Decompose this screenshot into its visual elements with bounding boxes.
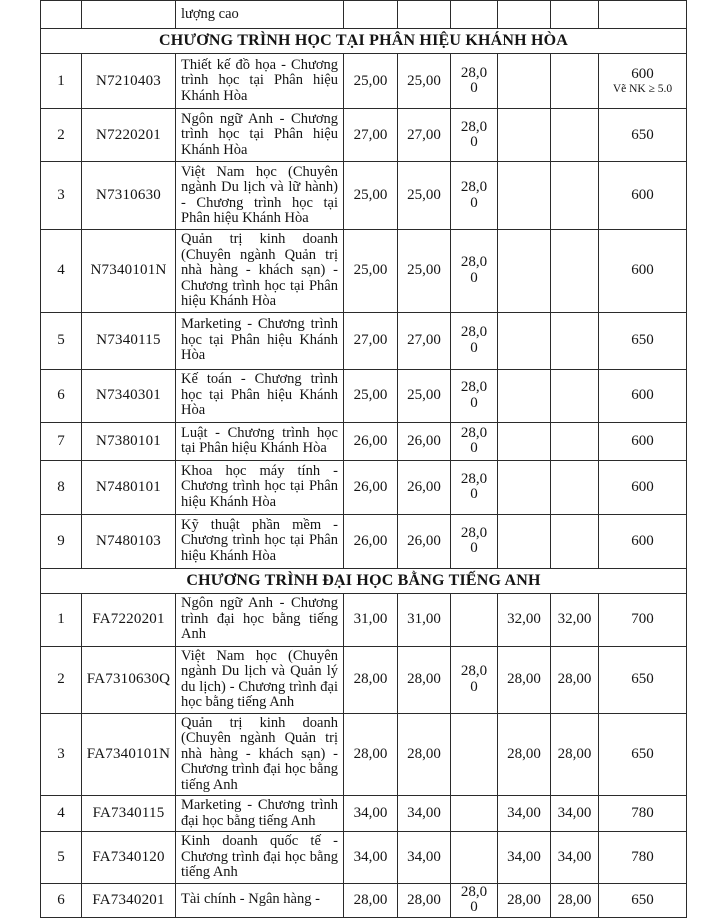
table-row	[41, 54, 687, 109]
ten-nganh-cell: Việt Nam học (Chuyên ngành Du lịch và lữ hành) - Chương trình học tại Phân hiệu Khánh Hòa	[176, 162, 344, 230]
ma-nganh-cell: N7340101N	[82, 230, 176, 313]
table-row	[41, 832, 687, 884]
score-cell: 25,00	[398, 162, 451, 230]
admissions-table	[40, 0, 687, 918]
score-cell: 32,00	[551, 593, 599, 646]
table-row	[41, 593, 687, 646]
table-row	[41, 109, 687, 162]
score-cell	[451, 109, 498, 162]
fee-cell: 780	[599, 832, 687, 884]
score-cell	[498, 109, 551, 162]
score-cell	[498, 54, 551, 109]
fee-cell: 650	[599, 646, 687, 713]
score-cell	[498, 230, 551, 313]
score-cell: 28,00	[551, 883, 599, 917]
score-value: 28,00	[460, 254, 488, 286]
score-cell: 25,00	[344, 54, 398, 109]
ten-nganh-cell: Kỹ thuật phần mềm - Chương trình học tại Phân hiệu Khánh Hòa	[176, 514, 344, 568]
stt-cell: 2	[41, 109, 82, 162]
score-cell	[451, 796, 498, 832]
score-cell: 28,00	[551, 713, 599, 796]
stt-cell: 4	[41, 230, 82, 313]
stt-cell: 4	[41, 796, 82, 832]
score-value: 28,00	[460, 379, 488, 411]
score-cell: 28,00	[498, 713, 551, 796]
score-cell	[551, 369, 599, 422]
score-value: 28,00	[460, 64, 488, 96]
score-value: 28,00	[460, 424, 488, 456]
fee-cell: 650	[599, 713, 687, 796]
ten-nganh-cell: Ngôn ngữ Anh - Chương trình đại học bằng tiếng Anh	[176, 593, 344, 646]
ten-nganh-cell: lượng cao	[176, 1, 344, 29]
score-cell: 28,00	[398, 713, 451, 796]
score-cell	[551, 460, 599, 514]
score-cell: 27,00	[398, 109, 451, 162]
ten-nganh-cell: Marketing - Chương trình học tại Phân hiệu Khánh Hòa	[176, 312, 344, 369]
ma-nganh-cell: FA7340120	[82, 832, 176, 884]
section-header-row	[41, 568, 687, 593]
score-cell	[451, 713, 498, 796]
score-cell: 28,00	[398, 883, 451, 917]
score-value: 28,00	[460, 324, 488, 356]
ten-nganh-cell: Quản trị kinh doanh (Chuyên ngành Quản trị nhà hàng - khách sạn) - Chương trình đại học bằng tiếng Anh	[176, 713, 344, 796]
score-cell: 25,00	[398, 369, 451, 422]
table-row-partial	[41, 1, 687, 29]
stt-cell: 7	[41, 422, 82, 460]
table-row	[41, 422, 687, 460]
score-cell: 27,00	[344, 109, 398, 162]
stt-cell: 5	[41, 312, 82, 369]
fee-value: 600	[631, 66, 654, 82]
score-cell: 31,00	[344, 593, 398, 646]
table-row	[41, 514, 687, 568]
score-cell: 34,00	[551, 796, 599, 832]
score-cell: 28,00	[498, 646, 551, 713]
ma-nganh-cell: N7340301	[82, 369, 176, 422]
score-cell: 28,00	[398, 646, 451, 713]
stt-cell: 3	[41, 162, 82, 230]
fee-cell: 650	[599, 883, 687, 917]
score-cell: 26,00	[344, 460, 398, 514]
section-header-row	[41, 29, 687, 54]
score-cell: 34,00	[344, 832, 398, 884]
score-cell: 26,00	[398, 422, 451, 460]
table-row	[41, 460, 687, 514]
score-cell: 26,00	[344, 514, 398, 568]
ma-nganh-cell: N7480103	[82, 514, 176, 568]
stt-cell: 2	[41, 646, 82, 713]
score-cell	[551, 1, 599, 29]
score-cell: 25,00	[344, 162, 398, 230]
ma-nganh-cell: N7220201	[82, 109, 176, 162]
score-cell	[551, 109, 599, 162]
score-cell: 26,00	[344, 422, 398, 460]
score-cell	[451, 883, 498, 917]
fee-cell: 700	[599, 593, 687, 646]
score-cell	[451, 646, 498, 713]
score-cell	[498, 1, 551, 29]
fee-cell: 600	[599, 162, 687, 230]
section-header: CHƯƠNG TRÌNH HỌC TẠI PHÂN HIỆU KHÁNH HÒA	[41, 29, 687, 54]
ma-nganh-cell: N7310630	[82, 162, 176, 230]
fee-cell: 600	[599, 460, 687, 514]
score-cell	[451, 514, 498, 568]
stt-cell: 8	[41, 460, 82, 514]
ma-nganh-cell: N7340115	[82, 312, 176, 369]
stt-cell: 6	[41, 369, 82, 422]
section-header: CHƯƠNG TRÌNH ĐẠI HỌC BẰNG TIẾNG ANH	[41, 568, 687, 593]
score-cell	[498, 312, 551, 369]
fee-cell: 650	[599, 109, 687, 162]
score-cell: 34,00	[551, 832, 599, 884]
score-cell	[551, 514, 599, 568]
score-cell: 28,00	[344, 883, 398, 917]
table-row	[41, 162, 687, 230]
fee-cell: 650	[599, 312, 687, 369]
score-value: 28,00	[460, 179, 488, 211]
stt-cell: 9	[41, 514, 82, 568]
score-cell: 31,00	[398, 593, 451, 646]
fee-cell	[599, 1, 687, 29]
score-cell: 34,00	[498, 832, 551, 884]
score-cell: 34,00	[398, 832, 451, 884]
ten-nganh-cell: Việt Nam học (Chuyên ngành Du lịch và Quản lý du lịch) - Chương trình đại học bằng tiếng Anh	[176, 646, 344, 713]
table-row	[41, 646, 687, 713]
ten-nganh-cell: Tài chính - Ngân hàng -	[176, 883, 344, 917]
ten-nganh-cell: Quản trị kinh doanh (Chuyên ngành Quản trị nhà hàng - khách sạn) - Chương trình học tại Phân hiệu Khánh Hòa	[176, 230, 344, 313]
ma-nganh-cell: N7480101	[82, 460, 176, 514]
ten-nganh-cell: Kế toán - Chương trình học tại Phân hiệu Khánh Hòa	[176, 369, 344, 422]
score-cell	[451, 832, 498, 884]
score-cell: 34,00	[344, 796, 398, 832]
ma-nganh-cell: FA7340201	[82, 883, 176, 917]
score-cell: 25,00	[398, 54, 451, 109]
ten-nganh-cell: Thiết kế đồ họa - Chương trình học tại Phân hiệu Khánh Hòa	[176, 54, 344, 109]
score-value: 28,00	[460, 118, 488, 150]
score-cell: 28,00	[344, 713, 398, 796]
score-cell: 25,00	[398, 230, 451, 313]
ten-nganh-cell: Marketing - Chương trình đại học bằng tiếng Anh	[176, 796, 344, 832]
fee-cell: 780	[599, 796, 687, 832]
score-cell: 27,00	[398, 312, 451, 369]
score-cell	[498, 162, 551, 230]
table-row	[41, 796, 687, 832]
score-cell	[451, 369, 498, 422]
score-value: 28,00	[460, 524, 488, 556]
fee-cell: 600	[599, 230, 687, 313]
score-value: 28,00	[460, 663, 488, 695]
table-row	[41, 369, 687, 422]
score-cell	[344, 1, 398, 29]
score-cell: 25,00	[344, 369, 398, 422]
ma-nganh-cell: FA7340115	[82, 796, 176, 832]
table-row	[41, 883, 687, 917]
score-cell	[551, 230, 599, 313]
ma-nganh-cell: N7380101	[82, 422, 176, 460]
score-cell	[551, 162, 599, 230]
score-cell	[498, 460, 551, 514]
stt-cell	[41, 1, 82, 29]
score-cell: 26,00	[398, 514, 451, 568]
score-cell	[551, 422, 599, 460]
score-cell: 28,00	[498, 883, 551, 917]
score-cell	[451, 460, 498, 514]
score-cell	[551, 312, 599, 369]
score-cell	[551, 54, 599, 109]
ten-nganh-cell: Khoa học máy tính - Chương trình học tại Phân hiệu Khánh Hòa	[176, 460, 344, 514]
score-cell: 27,00	[344, 312, 398, 369]
score-cell: 32,00	[498, 593, 551, 646]
stt-cell: 3	[41, 713, 82, 796]
score-cell	[451, 312, 498, 369]
score-cell: 25,00	[344, 230, 398, 313]
score-cell	[451, 593, 498, 646]
stt-cell: 1	[41, 54, 82, 109]
score-cell	[451, 54, 498, 109]
ten-nganh-cell: Ngôn ngữ Anh - Chương trình học tại Phân hiệu Khánh Hòa	[176, 109, 344, 162]
stt-cell: 5	[41, 832, 82, 884]
score-value: 28,00	[460, 470, 488, 502]
score-cell	[451, 422, 498, 460]
table-row	[41, 312, 687, 369]
score-cell	[451, 162, 498, 230]
score-cell	[498, 514, 551, 568]
score-cell: 28,00	[551, 646, 599, 713]
ma-nganh-cell: FA7340101N	[82, 713, 176, 796]
fee-cell: 600	[599, 422, 687, 460]
score-cell: 34,00	[498, 796, 551, 832]
stt-cell: 1	[41, 593, 82, 646]
table-row	[41, 713, 687, 796]
stt-cell: 6	[41, 883, 82, 917]
score-cell: 28,00	[344, 646, 398, 713]
score-cell	[451, 1, 498, 29]
score-cell: 26,00	[398, 460, 451, 514]
score-cell	[451, 230, 498, 313]
fee-cell: 600	[599, 514, 687, 568]
score-cell	[398, 1, 451, 29]
ma-nganh-cell: N7210403	[82, 54, 176, 109]
fee-note: Vẽ NK ≥ 5.0	[612, 83, 673, 95]
fee-cell: 600	[599, 369, 687, 422]
ma-nganh-cell: FA7220201	[82, 593, 176, 646]
score-cell: 34,00	[398, 796, 451, 832]
ten-nganh-cell: Kinh doanh quốc tế - Chương trình đại học bằng tiếng Anh	[176, 832, 344, 884]
ten-nganh-cell: Luật - Chương trình học tại Phân hiệu Khánh Hòa	[176, 422, 344, 460]
fee-cell	[599, 54, 687, 109]
ma-nganh-cell	[82, 1, 176, 29]
score-cell	[498, 369, 551, 422]
ma-nganh-cell: FA7310630Q	[82, 646, 176, 713]
score-value: 28,00	[460, 883, 488, 915]
table-row	[41, 230, 687, 313]
score-cell	[498, 422, 551, 460]
